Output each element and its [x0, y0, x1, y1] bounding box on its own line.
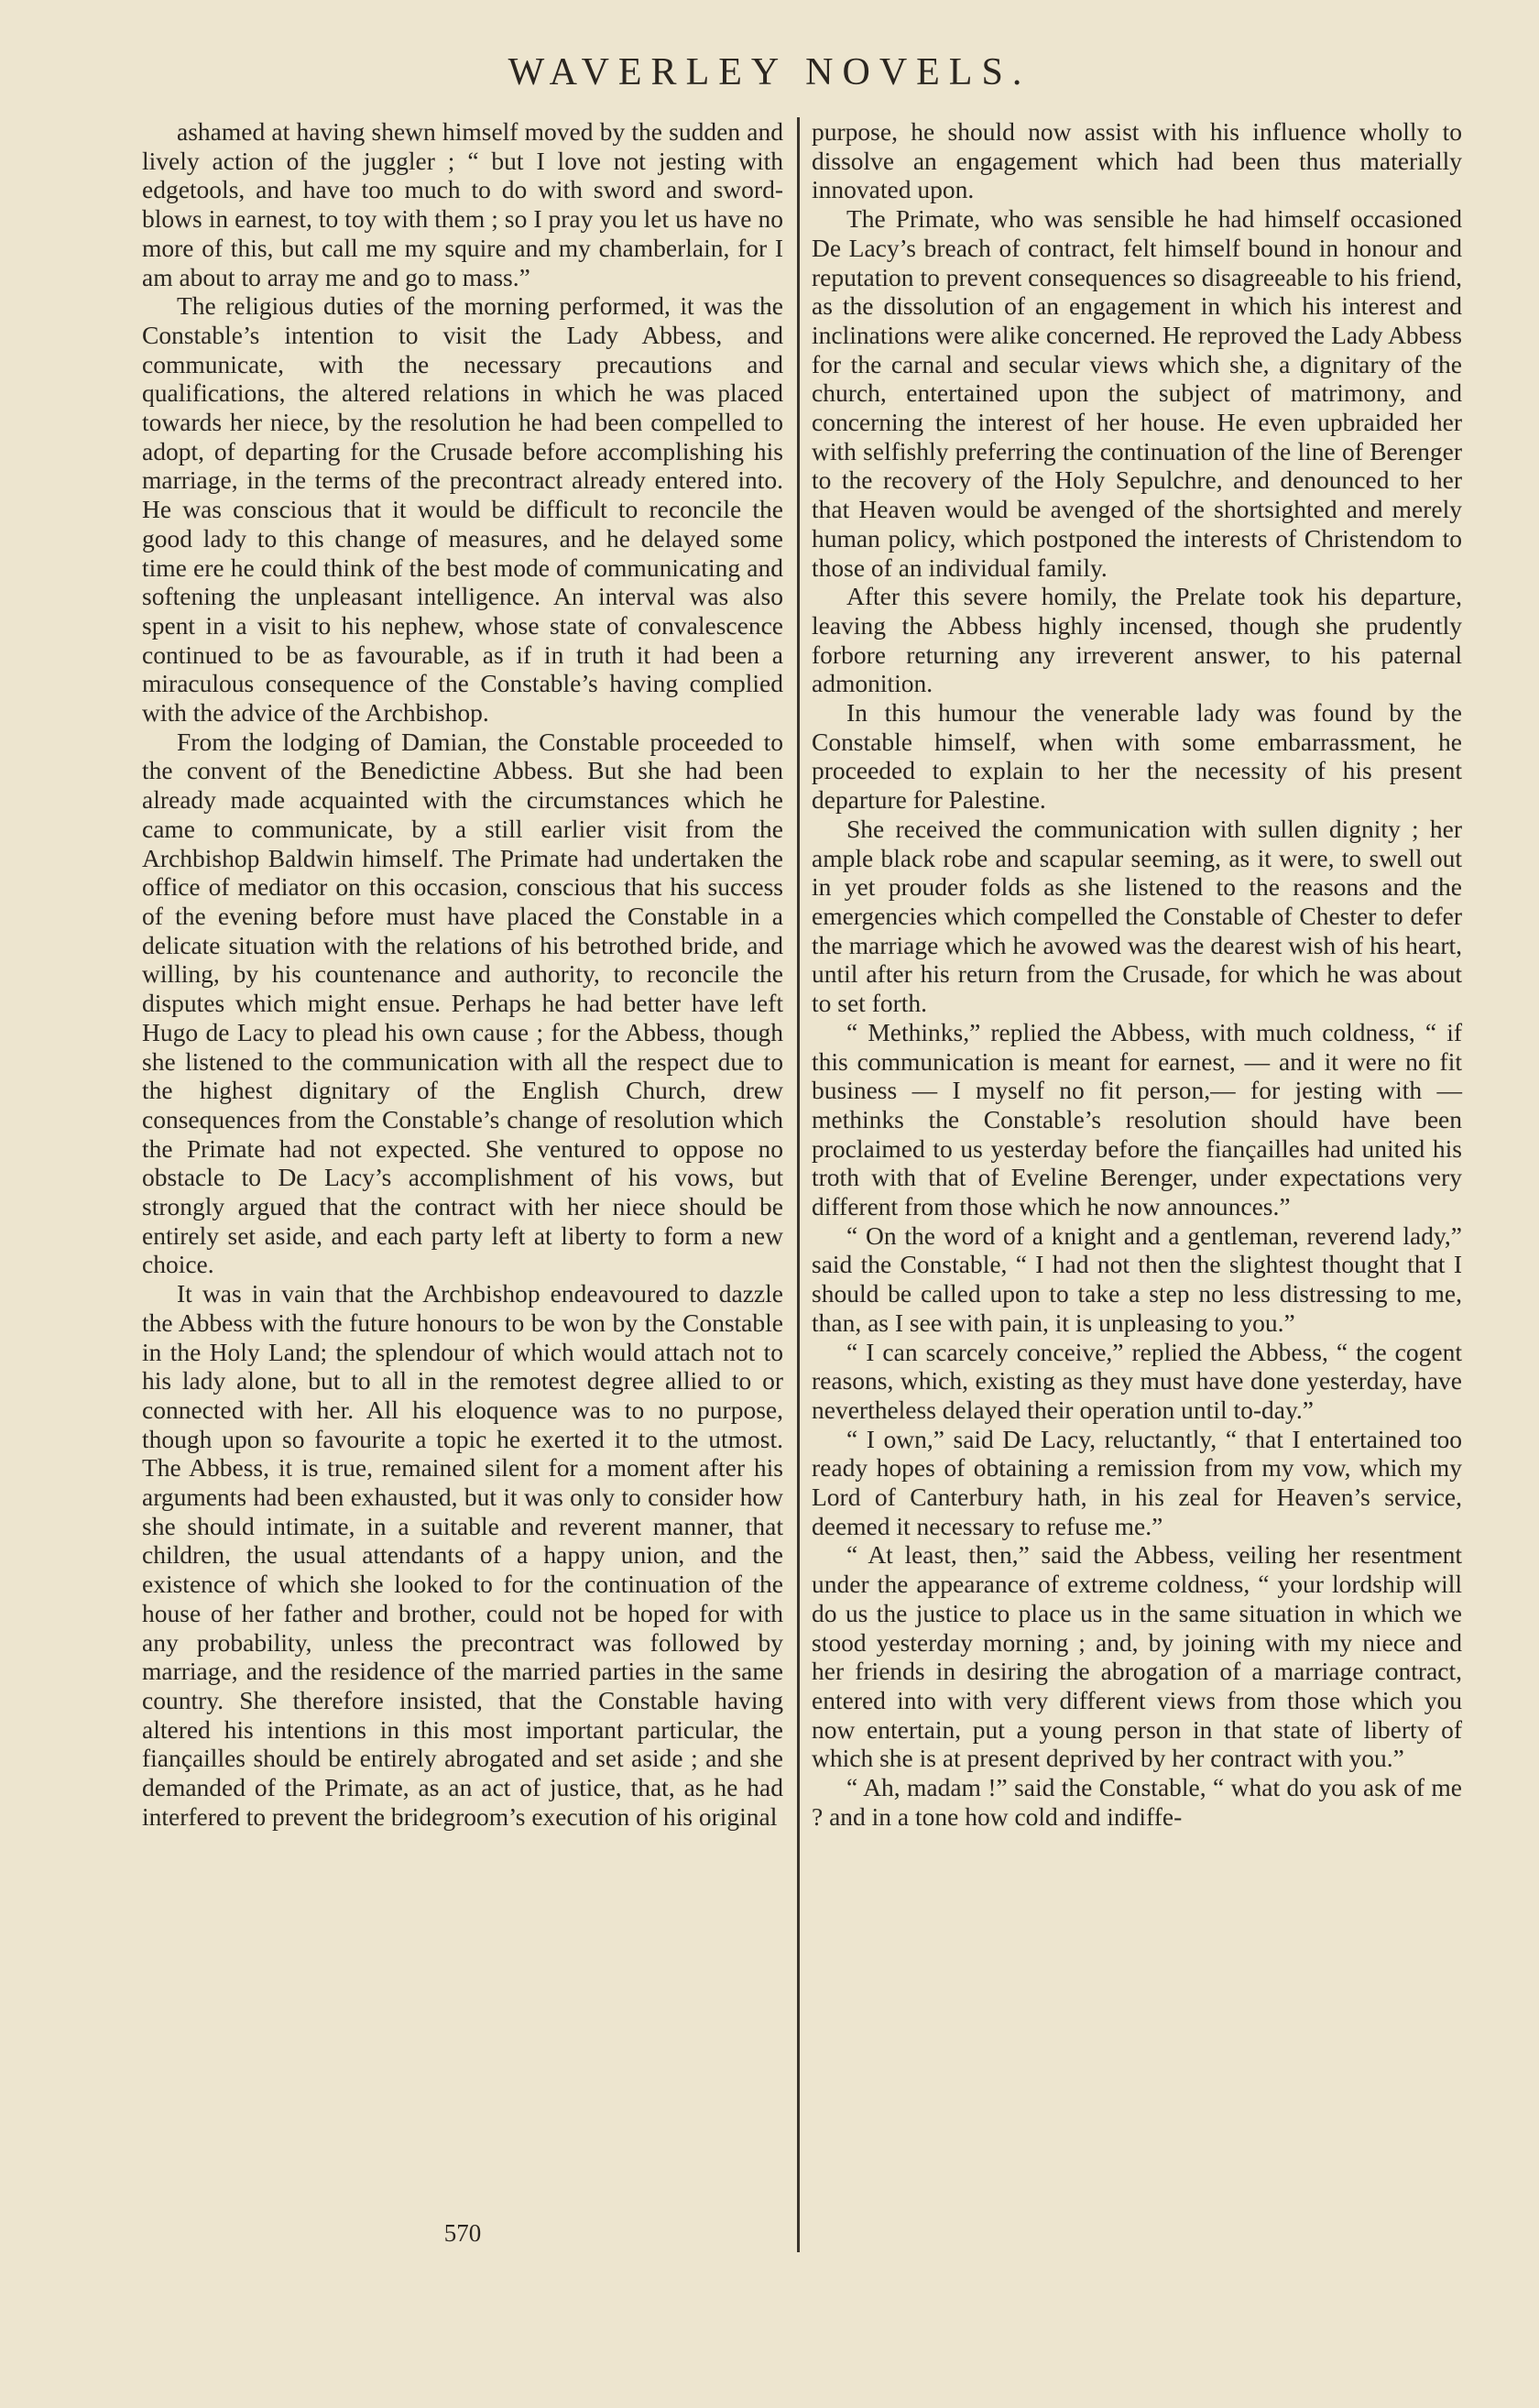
paragraph: “ Ah, madam !” said the Constable, “ what do you ask of me ? and in a tone how cold and indiffe-: [812, 1773, 1462, 1831]
paragraph: “ At least, then,” said the Abbess, veiling her resentment under the appearance of extreme coldness, “ your lordship will do us the justice to place us in the same situation in which we stood yesterday morning ; and, by joining with my niece and her friends in desiring the abrogation of a marriage contract, entered into with very different views from those which you now entertain, put a young person in that state of liberty of which she is at present deprived by her contract with you.”: [812, 1540, 1462, 1773]
right-column: [812, 117, 1462, 1831]
paragraph: ashamed at having shewn himself moved by the sudden and lively action of the juggler ; “ but I love not jesting with edgetools, and have too much to do with sword and sword-blows in earnest, to toy with them ; so I pray you let us have no more of this, but call me my squire and my chamberlain, for I am about to array me and go to mass.”: [142, 117, 783, 291]
paragraph: “ On the word of a knight and a gentleman, reverend lady,” said the Constable, “ I had not then the slightest thought that I should be called upon to take a step no less distressing to me, than, as I see with pain, it is unpleasing to you.”: [812, 1220, 1462, 1337]
paragraph: After this severe homily, the Prelate took his departure, leaving the Abbess highly incensed, though she prudently forbore returning any irreverent answer, to his paternal admonition.: [812, 582, 1462, 698]
paragraph: The religious duties of the morning performed, it was the Constable’s intention to visit the Lady Abbess, and communicate, with the necessary precautions and qualifications, the altered relations in which he was placed towards her niece, by the resolution he had been compelled to adopt, of departing for the Crusade before accomplishing his marriage, in the terms of the precontract already entered into. He was conscious that it would be difficult to reconcile the good lady to this change of measures, and he delayed some time ere he could think of the best mode of communicating and softening the unpleasant intelligence. An interval was also spent in a visit to his nephew, whose state of convalescence continued to be as favourable, as if in truth it had been a miraculous consequence of the Constable’s having complied with the advice of the Archbishop.: [142, 291, 783, 728]
paragraph: “ I own,” said De Lacy, reluctantly, “ that I entertained too ready hopes of obtaining a remission from my vow, which my Lord of Canterbury hath, in his zeal for Heaven’s service, deemed it necessary to refuse me.”: [812, 1424, 1462, 1540]
paragraph: She received the communication with sullen dignity ; her ample black robe and scapular seeming, as it were, to swell out in yet prouder folds as she listened to the reasons and the emergencies which compelled the Constable of Chester to defer the marriage which he avowed was the dearest wish of his heart, until after his return from the Crusade, for which he was about to set forth.: [812, 814, 1462, 1018]
column-rule: [797, 117, 800, 2252]
paragraph: “ Methinks,” replied the Abbess, with much coldness, “ if this communication is meant for earnest, — and it were no fit business — I myself no fit person,— for jesting with — methinks the Constable’s resolution should have been proclaimed to us yesterday before the fiançailles had united his troth with that of Eveline Berenger, under expectations very different from those which he now announces.”: [812, 1017, 1462, 1221]
paragraph: The Primate, who was sensible he had himself occasioned De Lacy’s breach of contract, felt himself bound in honour and reputation to prevent consequences so disagreeable to his friend, as the dissolution of an engagement in which his interest and inclinations were alike concerned. He reproved the Lady Abbess for the carnal and secular views which she, a dignitary of the church, entertained upon the subject of matrimony, and concerning the interest of her house. He even upbraided her with selfishly preferring the continuation of the line of Berenger to the recovery of the Holy Sepulchre, and denounced to her that Heaven would be avenged of the shortsighted and merely human policy, which postponed the interests of Christendom to those of an individual family.: [812, 204, 1462, 582]
paragraph: “ I can scarcely conceive,” replied the Abbess, “ the cogent reasons, which, existing as they must have done yesterday, have nevertheless delayed their operation until to-day.”: [812, 1337, 1462, 1424]
page-number: 570: [443, 2219, 482, 2247]
paragraph: From the lodging of Damian, the Constable proceeded to the convent of the Benedictine Abbess. But she had been already made acquainted with the circumstances which he came to communicate, by a still earlier visit from the Archbishop Baldwin himself. The Primate had undertaken the office of mediator on this occasion, conscious that his success of the evening before must have placed the Constable in a delicate situation with the relations of his betrothed bride, and willing, by his countenance and authority, to reconcile the disputes which might ensue. Perhaps he had better have left Hugo de Lacy to plead his own cause ; for the Abbess, though she listened to the communication with all the respect due to the highest dignitary of the English Church, drew consequences from the Constable’s change of resolution which the Primate had not expected. She ventured to oppose no obstacle to De Lacy’s accomplishment of his vows, but strongly argued that the contract with her niece should be entirely set aside, and each party left at liberty to form a new choice.: [142, 727, 783, 1279]
paragraph: In this humour the venerable lady was found by the Constable himself, when with some embarrassment, he proceeded to explain to her the necessity of his present departure for Palestine.: [812, 698, 1462, 815]
left-column: [142, 117, 783, 1831]
running-header: WAVERLEY NOVELS.: [508, 51, 1031, 93]
paragraph: purpose, he should now assist with his influence wholly to dissolve an engagement which had been thus materially innovated upon.: [812, 117, 1462, 204]
paragraph: It was in vain that the Archbishop endeavoured to dazzle the Abbess with the future honours to be won by the Constable in the Holy Land; the splendour of which would attach not to his lady alone, but to all in the remotest degree allied to or connected with her. All his eloquence was to no purpose, though upon so favourite a topic he exerted it to the utmost. The Abbess, it is true, remained silent for a moment after his arguments had been exhausted, but it was only to consider how she should intimate, in a suitable and reverent manner, that children, the usual attendants of a happy union, and the existence of which she looked to for the continuation of the house of her father and brother, could not be hoped for with any probability, unless the precontract was followed by marriage, and the residence of the married parties in the same country. She therefore insisted, that the Constable having altered his intentions in this most important particular, the fiançailles should be entirely abrogated and set aside ; and she demanded of the Primate, as an act of justice, that, as he had interfered to prevent the bridegroom’s execution of his original: [142, 1279, 783, 1831]
